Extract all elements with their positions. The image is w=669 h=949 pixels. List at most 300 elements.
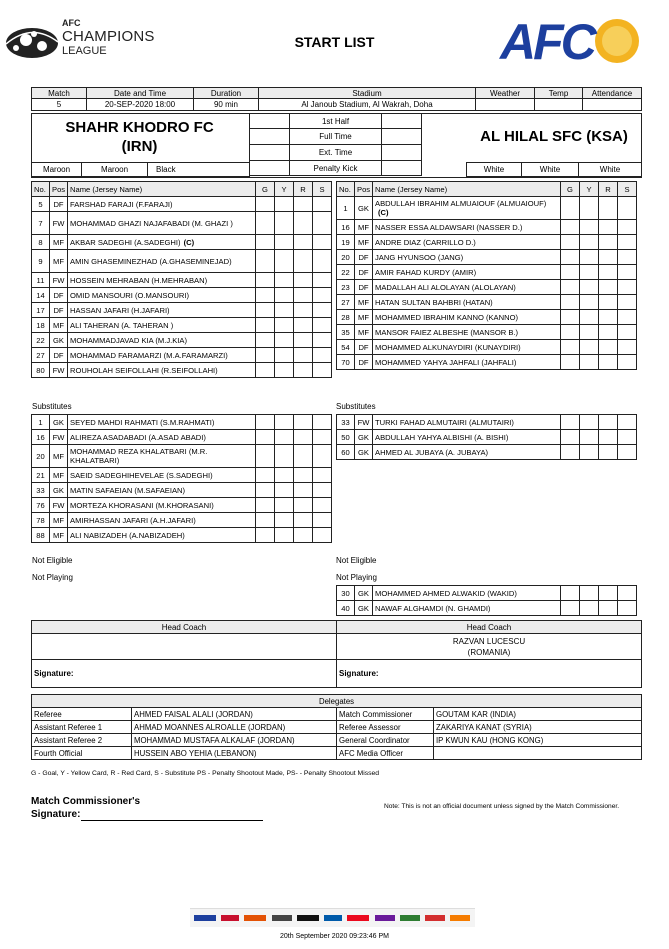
champions-text: CHAMPIONS — [62, 28, 155, 45]
sub-cell — [313, 318, 332, 333]
yellow-card-cell — [580, 325, 599, 340]
home-substitutes-label: Substitutes — [32, 402, 72, 411]
player-position: DF — [355, 355, 373, 370]
red-card-cell — [599, 601, 618, 616]
sub-cell — [313, 528, 332, 543]
player-row — [337, 430, 637, 445]
player-position: MF — [50, 468, 68, 483]
player-number: 80 — [32, 363, 50, 378]
home-lineup-table — [31, 181, 332, 378]
player-number: 30 — [337, 586, 355, 601]
goal-cell — [561, 235, 580, 250]
player-name — [68, 498, 256, 513]
duration-value: 90 min — [194, 99, 259, 111]
player-row — [32, 513, 332, 528]
league-text: LEAGUE — [62, 45, 107, 57]
player-name-text: MOHAMMAD GHAZI NAJAFABADI (M. GHAZI ) — [70, 218, 233, 228]
full-time-label: Full Time — [290, 129, 382, 145]
away-head-coach-label: Head Coach — [337, 621, 642, 634]
away-lineup-table — [336, 181, 637, 370]
player-number: 9 — [32, 250, 50, 273]
player-name-text: MOHAMMED YAHYA JAHFALI (JAHFALI) — [375, 357, 517, 367]
official-name — [434, 747, 642, 760]
player-name-text: SAEID SADEGHIHEVELAE (S.SADEGHI) — [70, 470, 213, 480]
goal-cell — [256, 498, 275, 513]
player-position: GK — [355, 445, 373, 460]
goal-cell — [256, 430, 275, 445]
col-name: Name (Jersey Name) — [373, 182, 561, 197]
player-row — [32, 483, 332, 498]
afc-sun-icon — [592, 16, 642, 66]
player-number: 16 — [337, 220, 355, 235]
red-card-cell — [599, 355, 618, 370]
sub-cell — [313, 415, 332, 430]
yellow-card-cell — [580, 250, 599, 265]
player-number: 50 — [337, 430, 355, 445]
player-name-text: FARSHAD FARAJI (F.FARAJI) — [70, 199, 173, 209]
player-row — [32, 288, 332, 303]
official-role: Fourth Official — [32, 747, 132, 760]
player-name-text: ALI NABIZADEH (A.NABIZADEH) — [70, 530, 185, 540]
player-number: 27 — [32, 348, 50, 363]
yellow-card-cell — [275, 212, 294, 235]
player-number: 54 — [337, 340, 355, 355]
player-position: DF — [355, 280, 373, 295]
player-position: GK — [50, 333, 68, 348]
red-card-cell — [294, 212, 313, 235]
red-card-cell — [294, 235, 313, 250]
home-kit-table — [31, 162, 250, 177]
yellow-card-cell — [580, 280, 599, 295]
red-card-cell — [294, 273, 313, 288]
sponsor-logo — [244, 915, 266, 921]
player-number: 7 — [32, 212, 50, 235]
yellow-card-cell — [275, 363, 294, 378]
goal-cell — [256, 333, 275, 348]
sub-cell — [618, 235, 637, 250]
red-card-cell — [294, 498, 313, 513]
match-info-table — [31, 87, 642, 111]
player-name-text: NASSER ESSA ALDAWSARI (NASSER D.) — [375, 222, 523, 232]
player-row — [337, 445, 637, 460]
col-goal: G — [561, 182, 580, 197]
goal-cell — [256, 318, 275, 333]
sub-cell — [313, 197, 332, 212]
official-role: General Coordinator — [337, 734, 434, 747]
player-name-text: ALI TAHERAN (A. TAHERAN ) — [70, 320, 174, 330]
away-subs-table — [336, 414, 637, 460]
player-row — [32, 348, 332, 363]
player-name — [373, 325, 561, 340]
player-number: 22 — [32, 333, 50, 348]
player-row — [337, 415, 637, 430]
red-card-cell — [599, 340, 618, 355]
captain-badge: (C) — [183, 237, 195, 247]
goal-cell — [256, 288, 275, 303]
delegates-table — [31, 694, 642, 760]
player-number: 14 — [32, 288, 50, 303]
player-position: DF — [50, 348, 68, 363]
yellow-card-cell — [580, 445, 599, 460]
duration-header: Duration — [194, 88, 259, 99]
date-header: Date and Time — [87, 88, 194, 99]
player-name-text: AMIRHASSAN JAFARI (A.H.JAFARI) — [70, 515, 196, 525]
sub-cell — [618, 310, 637, 325]
goal-cell — [256, 483, 275, 498]
player-position: MF — [355, 325, 373, 340]
afc-logo — [500, 14, 650, 72]
official-name: IP KWUN KAU (HONG KONG) — [434, 734, 642, 747]
home-kit-shorts: Maroon — [82, 163, 148, 177]
yellow-card-cell — [580, 295, 599, 310]
sub-cell — [618, 197, 637, 220]
player-row — [337, 340, 637, 355]
col-pos: Pos — [355, 182, 373, 197]
red-card-cell — [599, 430, 618, 445]
player-number: 19 — [337, 235, 355, 250]
player-number: 8 — [32, 235, 50, 250]
player-name — [68, 513, 256, 528]
official-name: AHMED FAISAL ALALI (JORDAN) — [132, 708, 337, 721]
red-card-cell — [294, 483, 313, 498]
temp-value — [535, 99, 583, 111]
player-position: MF — [355, 220, 373, 235]
player-row — [337, 235, 637, 250]
player-name-text: AMIN GHASEMINEZHAD (A.GHASEMINEJAD) — [70, 256, 232, 266]
goal-cell — [561, 601, 580, 616]
yellow-card-cell — [275, 250, 294, 273]
player-position: MF — [355, 310, 373, 325]
sub-cell — [618, 250, 637, 265]
goal-cell — [256, 197, 275, 212]
player-name-text: AMIR FAHAD KURDY (AMIR) — [375, 267, 477, 277]
player-position: MF — [50, 250, 68, 273]
yellow-card-cell — [275, 430, 294, 445]
col-goal: G — [256, 182, 275, 197]
red-card-cell — [294, 197, 313, 212]
player-name — [68, 363, 256, 378]
col-red: R — [294, 182, 313, 197]
player-name-text: MOHAMMED ALKUNAYDIRI (KUNAYDIRI) — [375, 342, 521, 352]
player-name — [68, 273, 256, 288]
goal-cell — [256, 212, 275, 235]
sub-cell — [313, 445, 332, 468]
red-card-cell — [294, 363, 313, 378]
sub-cell — [313, 363, 332, 378]
head-coach-table — [31, 620, 642, 688]
col-red: R — [599, 182, 618, 197]
sub-cell — [618, 220, 637, 235]
sub-cell — [313, 348, 332, 363]
player-name — [373, 355, 561, 370]
delegates-header: Delegates — [32, 695, 642, 708]
sub-cell — [618, 430, 637, 445]
yellow-card-cell — [580, 310, 599, 325]
player-name — [373, 197, 561, 220]
sponsor-logo — [297, 915, 319, 921]
sub-cell — [618, 280, 637, 295]
player-name — [68, 318, 256, 333]
official-name: GOUTAM KAR (INDIA) — [434, 708, 642, 721]
goal-cell — [561, 415, 580, 430]
yellow-card-cell — [275, 303, 294, 318]
home-team-name: SHAHR KHODRO FC — [65, 119, 214, 136]
yellow-card-cell — [580, 430, 599, 445]
goal-cell — [561, 310, 580, 325]
goal-cell — [256, 445, 275, 468]
official-role: Assistant Referee 2 — [32, 734, 132, 747]
date-value: 20-SEP-2020 18:00 — [87, 99, 194, 111]
player-name — [68, 415, 256, 430]
away-head-coach-country: (ROMANIA) — [467, 647, 511, 657]
yellow-card-cell — [580, 220, 599, 235]
player-name-text: MORTEZA KHORASANI (M.KHORASANI) — [70, 500, 214, 510]
goal-cell — [256, 303, 275, 318]
player-row — [32, 333, 332, 348]
afc-small-text: AFC — [62, 18, 81, 28]
red-card-cell — [599, 295, 618, 310]
player-position: DF — [50, 288, 68, 303]
col-yellow: Y — [275, 182, 294, 197]
yellow-card-cell — [275, 235, 294, 250]
player-number: 23 — [337, 280, 355, 295]
player-row — [32, 250, 332, 273]
home-signature-cell — [32, 660, 337, 688]
temp-header: Temp — [535, 88, 583, 99]
goal-cell — [561, 340, 580, 355]
match-header: Match — [32, 88, 87, 99]
player-number: 11 — [32, 273, 50, 288]
home-signature-label: Signature: — [34, 669, 74, 678]
player-name-text: AKBAR SADEGHI (A.SADEGHI) — [70, 237, 181, 247]
goal-cell — [561, 586, 580, 601]
yellow-card-cell — [275, 288, 294, 303]
first-half-label: 1st Half — [290, 114, 382, 129]
score-table — [249, 113, 422, 176]
player-row — [337, 355, 637, 370]
goal-cell — [561, 325, 580, 340]
official-role: Referee Assessor — [337, 721, 434, 734]
player-row — [32, 318, 332, 333]
home-kit-shirt: Maroon — [32, 163, 82, 177]
player-number: 22 — [337, 265, 355, 280]
red-card-cell — [599, 310, 618, 325]
home-team-country: (IRN) — [121, 138, 158, 155]
player-name — [373, 445, 561, 460]
player-name-text: HASSAN JAFARI (H.JAFARI) — [70, 305, 170, 315]
goal-cell — [561, 355, 580, 370]
sponsor-logo — [375, 915, 395, 921]
player-row — [337, 295, 637, 310]
player-row — [337, 280, 637, 295]
player-name — [68, 250, 256, 273]
yellow-card-cell — [275, 197, 294, 212]
player-row — [32, 197, 332, 212]
sub-cell — [618, 445, 637, 460]
sub-cell — [313, 250, 332, 273]
goal-cell — [256, 513, 275, 528]
sub-cell — [313, 273, 332, 288]
player-name — [68, 468, 256, 483]
player-name — [373, 265, 561, 280]
official-row — [32, 721, 642, 734]
red-card-cell — [599, 197, 618, 220]
official-row — [32, 734, 642, 747]
red-card-cell — [294, 303, 313, 318]
player-name-text: HOSSEIN MEHRABAN (H.MEHRABAN) — [70, 275, 208, 285]
player-name-text: MOHAMMED AHMED ALWAKID (WAKID) — [375, 588, 517, 598]
player-name — [68, 303, 256, 318]
sub-cell — [618, 355, 637, 370]
yellow-card-cell — [580, 235, 599, 250]
yellow-card-cell — [275, 333, 294, 348]
player-position: FW — [50, 363, 68, 378]
player-name — [68, 348, 256, 363]
red-card-cell — [599, 445, 618, 460]
player-name — [68, 483, 256, 498]
yellow-card-cell — [275, 513, 294, 528]
player-position: FW — [355, 415, 373, 430]
official-role: Referee — [32, 708, 132, 721]
sponsor-logo — [400, 915, 420, 921]
player-position: DF — [50, 303, 68, 318]
player-position: MF — [355, 235, 373, 250]
player-row — [337, 325, 637, 340]
yellow-card-cell — [580, 197, 599, 220]
sponsor-logo — [324, 915, 342, 921]
red-card-cell — [294, 288, 313, 303]
player-row — [337, 250, 637, 265]
attendance-header: Attendance — [583, 88, 642, 99]
player-position: FW — [50, 498, 68, 513]
official-row — [32, 708, 642, 721]
sub-cell — [313, 333, 332, 348]
commissioner-signature-line — [81, 810, 263, 821]
weather-value — [476, 99, 535, 111]
official-role: AFC Media Officer — [337, 747, 434, 760]
player-name-text: HATAN SULTAN BAHBRI (HATAN) — [375, 297, 493, 307]
goal-cell — [561, 265, 580, 280]
goal-cell — [561, 280, 580, 295]
away-not-eligible-label: Not Eligible — [336, 556, 377, 565]
red-card-cell — [294, 348, 313, 363]
official-role: Assistant Referee 1 — [32, 721, 132, 734]
home-head-coach-name — [32, 634, 337, 660]
player-number: 33 — [32, 483, 50, 498]
player-position: DF — [355, 265, 373, 280]
home-subs-table — [31, 414, 332, 543]
player-position: DF — [50, 197, 68, 212]
yellow-card-cell — [275, 483, 294, 498]
goal-cell — [561, 220, 580, 235]
player-row — [32, 415, 332, 430]
player-number: 28 — [337, 310, 355, 325]
player-row — [32, 445, 332, 468]
sub-cell — [313, 483, 332, 498]
player-row — [337, 601, 637, 616]
player-number: 40 — [337, 601, 355, 616]
legend-text: G - Goal, Y - Yellow Card, R - Red Card, S - Substitute PS - Penalty Shootout Made, PS- - Penalty Shootout Missed — [31, 770, 380, 777]
sub-cell — [618, 295, 637, 310]
sub-cell — [618, 601, 637, 616]
home-head-coach-label: Head Coach — [32, 621, 337, 634]
sub-cell — [313, 212, 332, 235]
player-name — [373, 601, 561, 616]
player-number: 5 — [32, 197, 50, 212]
player-name — [373, 586, 561, 601]
player-position: FW — [50, 212, 68, 235]
sponsor-logo — [221, 915, 239, 921]
player-number: 20 — [337, 250, 355, 265]
player-name-text: ABDULLAH YAHYA ALBISHI (A. BISHI) — [375, 432, 509, 442]
player-name — [68, 212, 256, 235]
yellow-card-cell — [275, 528, 294, 543]
player-number: 76 — [32, 498, 50, 513]
red-card-cell — [599, 415, 618, 430]
player-number: 1 — [32, 415, 50, 430]
goal-cell — [256, 363, 275, 378]
red-card-cell — [599, 586, 618, 601]
red-card-cell — [599, 235, 618, 250]
player-name — [68, 197, 256, 212]
red-card-cell — [294, 415, 313, 430]
player-position: GK — [355, 197, 373, 220]
official-role: Match Commissioner — [337, 708, 434, 721]
player-position: MF — [355, 295, 373, 310]
captain-badge: (C) — [378, 208, 389, 217]
player-position: GK — [355, 601, 373, 616]
away-team-name: AL HILAL SFC (KSA) — [480, 128, 628, 145]
goal-cell — [256, 235, 275, 250]
goal-cell — [561, 445, 580, 460]
player-name — [68, 528, 256, 543]
official-name: MOHAMMAD MUSTAFA ALKALAF (JORDAN) — [132, 734, 337, 747]
player-name — [373, 340, 561, 355]
goal-cell — [256, 415, 275, 430]
yellow-card-cell — [275, 468, 294, 483]
col-pos: Pos — [50, 182, 68, 197]
red-card-cell — [294, 468, 313, 483]
yellow-card-cell — [580, 265, 599, 280]
away-kit-socks: White — [579, 163, 642, 177]
player-name — [373, 235, 561, 250]
player-name-text: MANSOR FAIEZ ALBESHE (MANSOR B.) — [375, 327, 519, 337]
sub-cell — [313, 468, 332, 483]
player-row — [32, 273, 332, 288]
commissioner-signature-title: Match Commissioner's — [31, 796, 141, 807]
sponsor-logos — [194, 914, 471, 921]
red-card-cell — [599, 325, 618, 340]
sponsor-logo — [450, 915, 470, 921]
official-name: ZAKARIYA KANAT (SYRIA) — [434, 721, 642, 734]
player-name — [68, 445, 256, 468]
player-number: 16 — [32, 430, 50, 445]
player-number: 35 — [337, 325, 355, 340]
home-not-playing-label: Not Playing — [32, 573, 73, 582]
away-not-playing-label: Not Playing — [336, 573, 377, 582]
player-number: 33 — [337, 415, 355, 430]
afc-logo-text: AFC — [500, 14, 594, 70]
away-substitutes-label: Substitutes — [336, 402, 376, 411]
player-row — [32, 430, 332, 445]
player-position: FW — [50, 430, 68, 445]
yellow-card-cell — [580, 415, 599, 430]
red-card-cell — [294, 528, 313, 543]
player-number: 20 — [32, 445, 50, 468]
sponsor-logo — [425, 915, 445, 921]
player-position: MF — [50, 318, 68, 333]
player-name — [373, 280, 561, 295]
